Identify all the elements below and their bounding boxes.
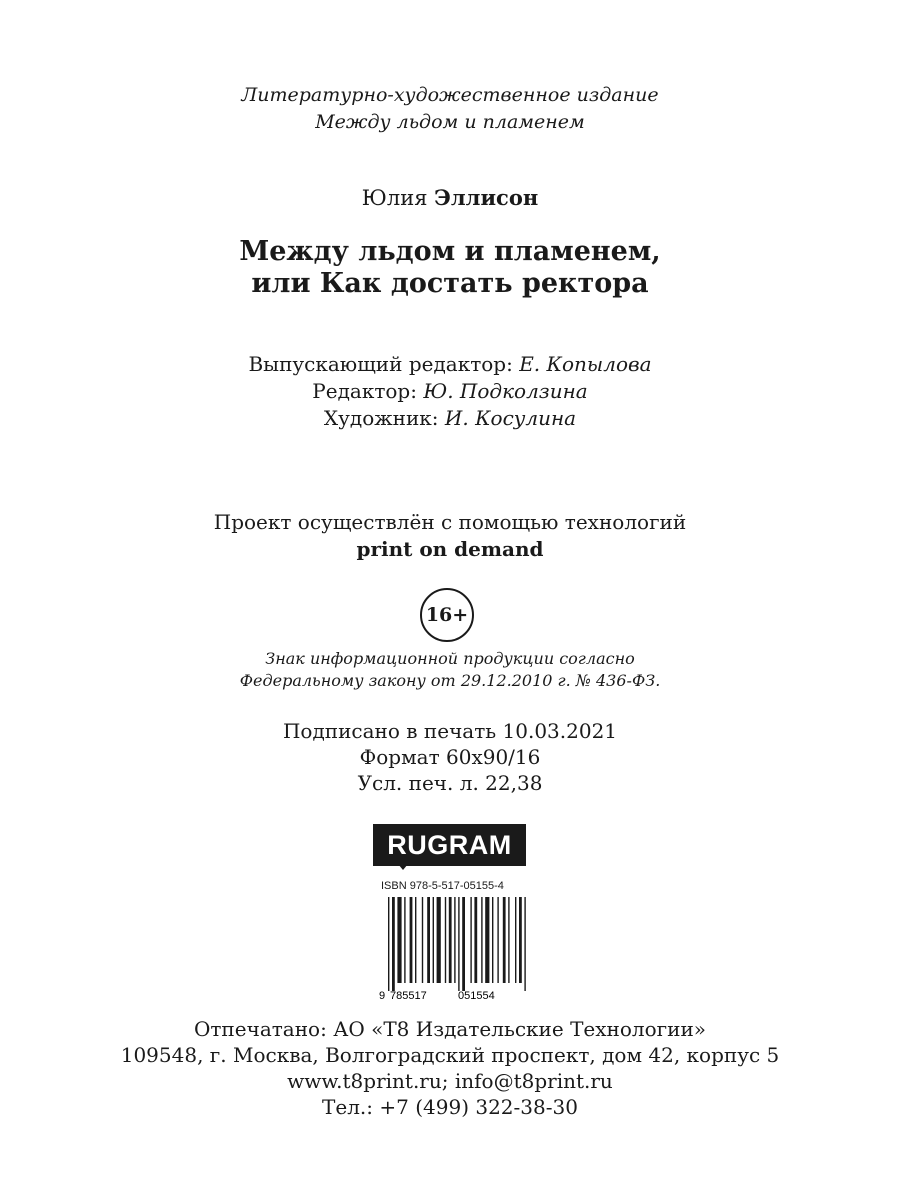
- author-last-name: Эллисон: [434, 185, 539, 210]
- barcode-digits-right: 051554: [458, 990, 495, 1002]
- print-info: [0, 718, 900, 796]
- age-notice-line-1: Знак информационной продукции согласно: [265, 649, 635, 668]
- barcode-bar: [392, 897, 395, 991]
- barcode-bars: [388, 897, 526, 991]
- barcode-bar: [433, 897, 434, 983]
- isbn-label: ISBN 978-5-517-05155-4: [381, 880, 504, 892]
- credit-name: И. Косулина: [444, 406, 577, 430]
- barcode-bar: [470, 897, 471, 983]
- credits-block: [0, 351, 900, 432]
- barcode-bar: [497, 897, 498, 983]
- printer-web: www.t8print.ru; info@t8print.ru: [287, 1069, 613, 1093]
- series-line-2: Между льдом и пламенем: [315, 111, 585, 133]
- project-line-1: Проект осуществлён с помощью технологий: [213, 510, 687, 534]
- barcode-bar: [519, 897, 522, 983]
- title-line-2: или Как достать ректора: [251, 268, 649, 299]
- printer-name: Отпечатано: АО «Т8 Издательские Технологии»: [193, 1017, 707, 1041]
- credit-line: [0, 378, 900, 405]
- barcode-bar: [388, 897, 389, 991]
- barcode-bar: [508, 897, 509, 983]
- barcode-bar: [481, 897, 482, 983]
- print-sheets: Усл. печ. л. 22,38: [357, 771, 543, 795]
- barcode-bar: [515, 897, 516, 983]
- barcode-bar: [458, 897, 459, 991]
- barcode-bar: [474, 897, 477, 983]
- credit-line: [0, 405, 900, 432]
- book-title: [0, 236, 900, 300]
- barcode-bar: [485, 897, 489, 983]
- barcode-graphic: [378, 895, 528, 1005]
- credit-role: Редактор:: [312, 379, 417, 403]
- barcode-bar: [503, 897, 506, 983]
- project-line-2: print on demand: [356, 537, 544, 561]
- barcode-bar: [415, 897, 416, 983]
- credit-line: [0, 351, 900, 378]
- title-line-1: Между льдом и пламенем,: [239, 236, 661, 267]
- credit-role: Выпускающий редактор:: [248, 352, 513, 376]
- project-note: [0, 509, 900, 563]
- logo-notch: [398, 864, 408, 870]
- age-notice-line-2: Федеральному закону от 29.12.2010 г. № 436-ФЗ.: [239, 671, 661, 690]
- isbn-barcode: [378, 895, 528, 1005]
- author-first-name: Юлия: [361, 186, 428, 210]
- publisher-logo: RUGRAM: [373, 824, 526, 866]
- barcode-digit-first: 9: [379, 990, 386, 1002]
- series-line-1: Литературно-художественное издание: [241, 84, 659, 106]
- print-format: Формат 60х90/16: [359, 745, 541, 769]
- barcode-bar: [397, 897, 401, 983]
- barcode-bar: [410, 897, 413, 983]
- author: [0, 184, 900, 212]
- credit-name: Ю. Подколзина: [423, 379, 588, 403]
- barcode-digits-left: 785517: [390, 990, 427, 1002]
- age-rating-badge: 16+: [420, 588, 474, 642]
- barcode-bar: [462, 897, 465, 991]
- signed-date: Подписано в печать 10.03.2021: [282, 719, 618, 743]
- printer-address: 109548, г. Москва, Волгоградский проспект, дом 42, корпус 5: [120, 1043, 780, 1067]
- credit-name: Е. Копылова: [519, 352, 652, 376]
- barcode-bar: [422, 897, 423, 983]
- barcode-bar: [524, 897, 525, 991]
- series-block: [0, 82, 900, 136]
- barcode-bar: [404, 897, 405, 983]
- barcode-bar: [492, 897, 493, 983]
- age-notice: [0, 648, 900, 692]
- barcode-bar: [449, 897, 452, 983]
- barcode-bar: [445, 897, 446, 983]
- barcode-bar: [427, 897, 430, 983]
- credit-role: Художник:: [323, 406, 439, 430]
- printer-info: [0, 1016, 900, 1120]
- barcode-bar: [454, 897, 455, 983]
- printer-phone: Тел.: +7 (499) 322-38-30: [322, 1095, 578, 1119]
- barcode-bar: [437, 897, 441, 983]
